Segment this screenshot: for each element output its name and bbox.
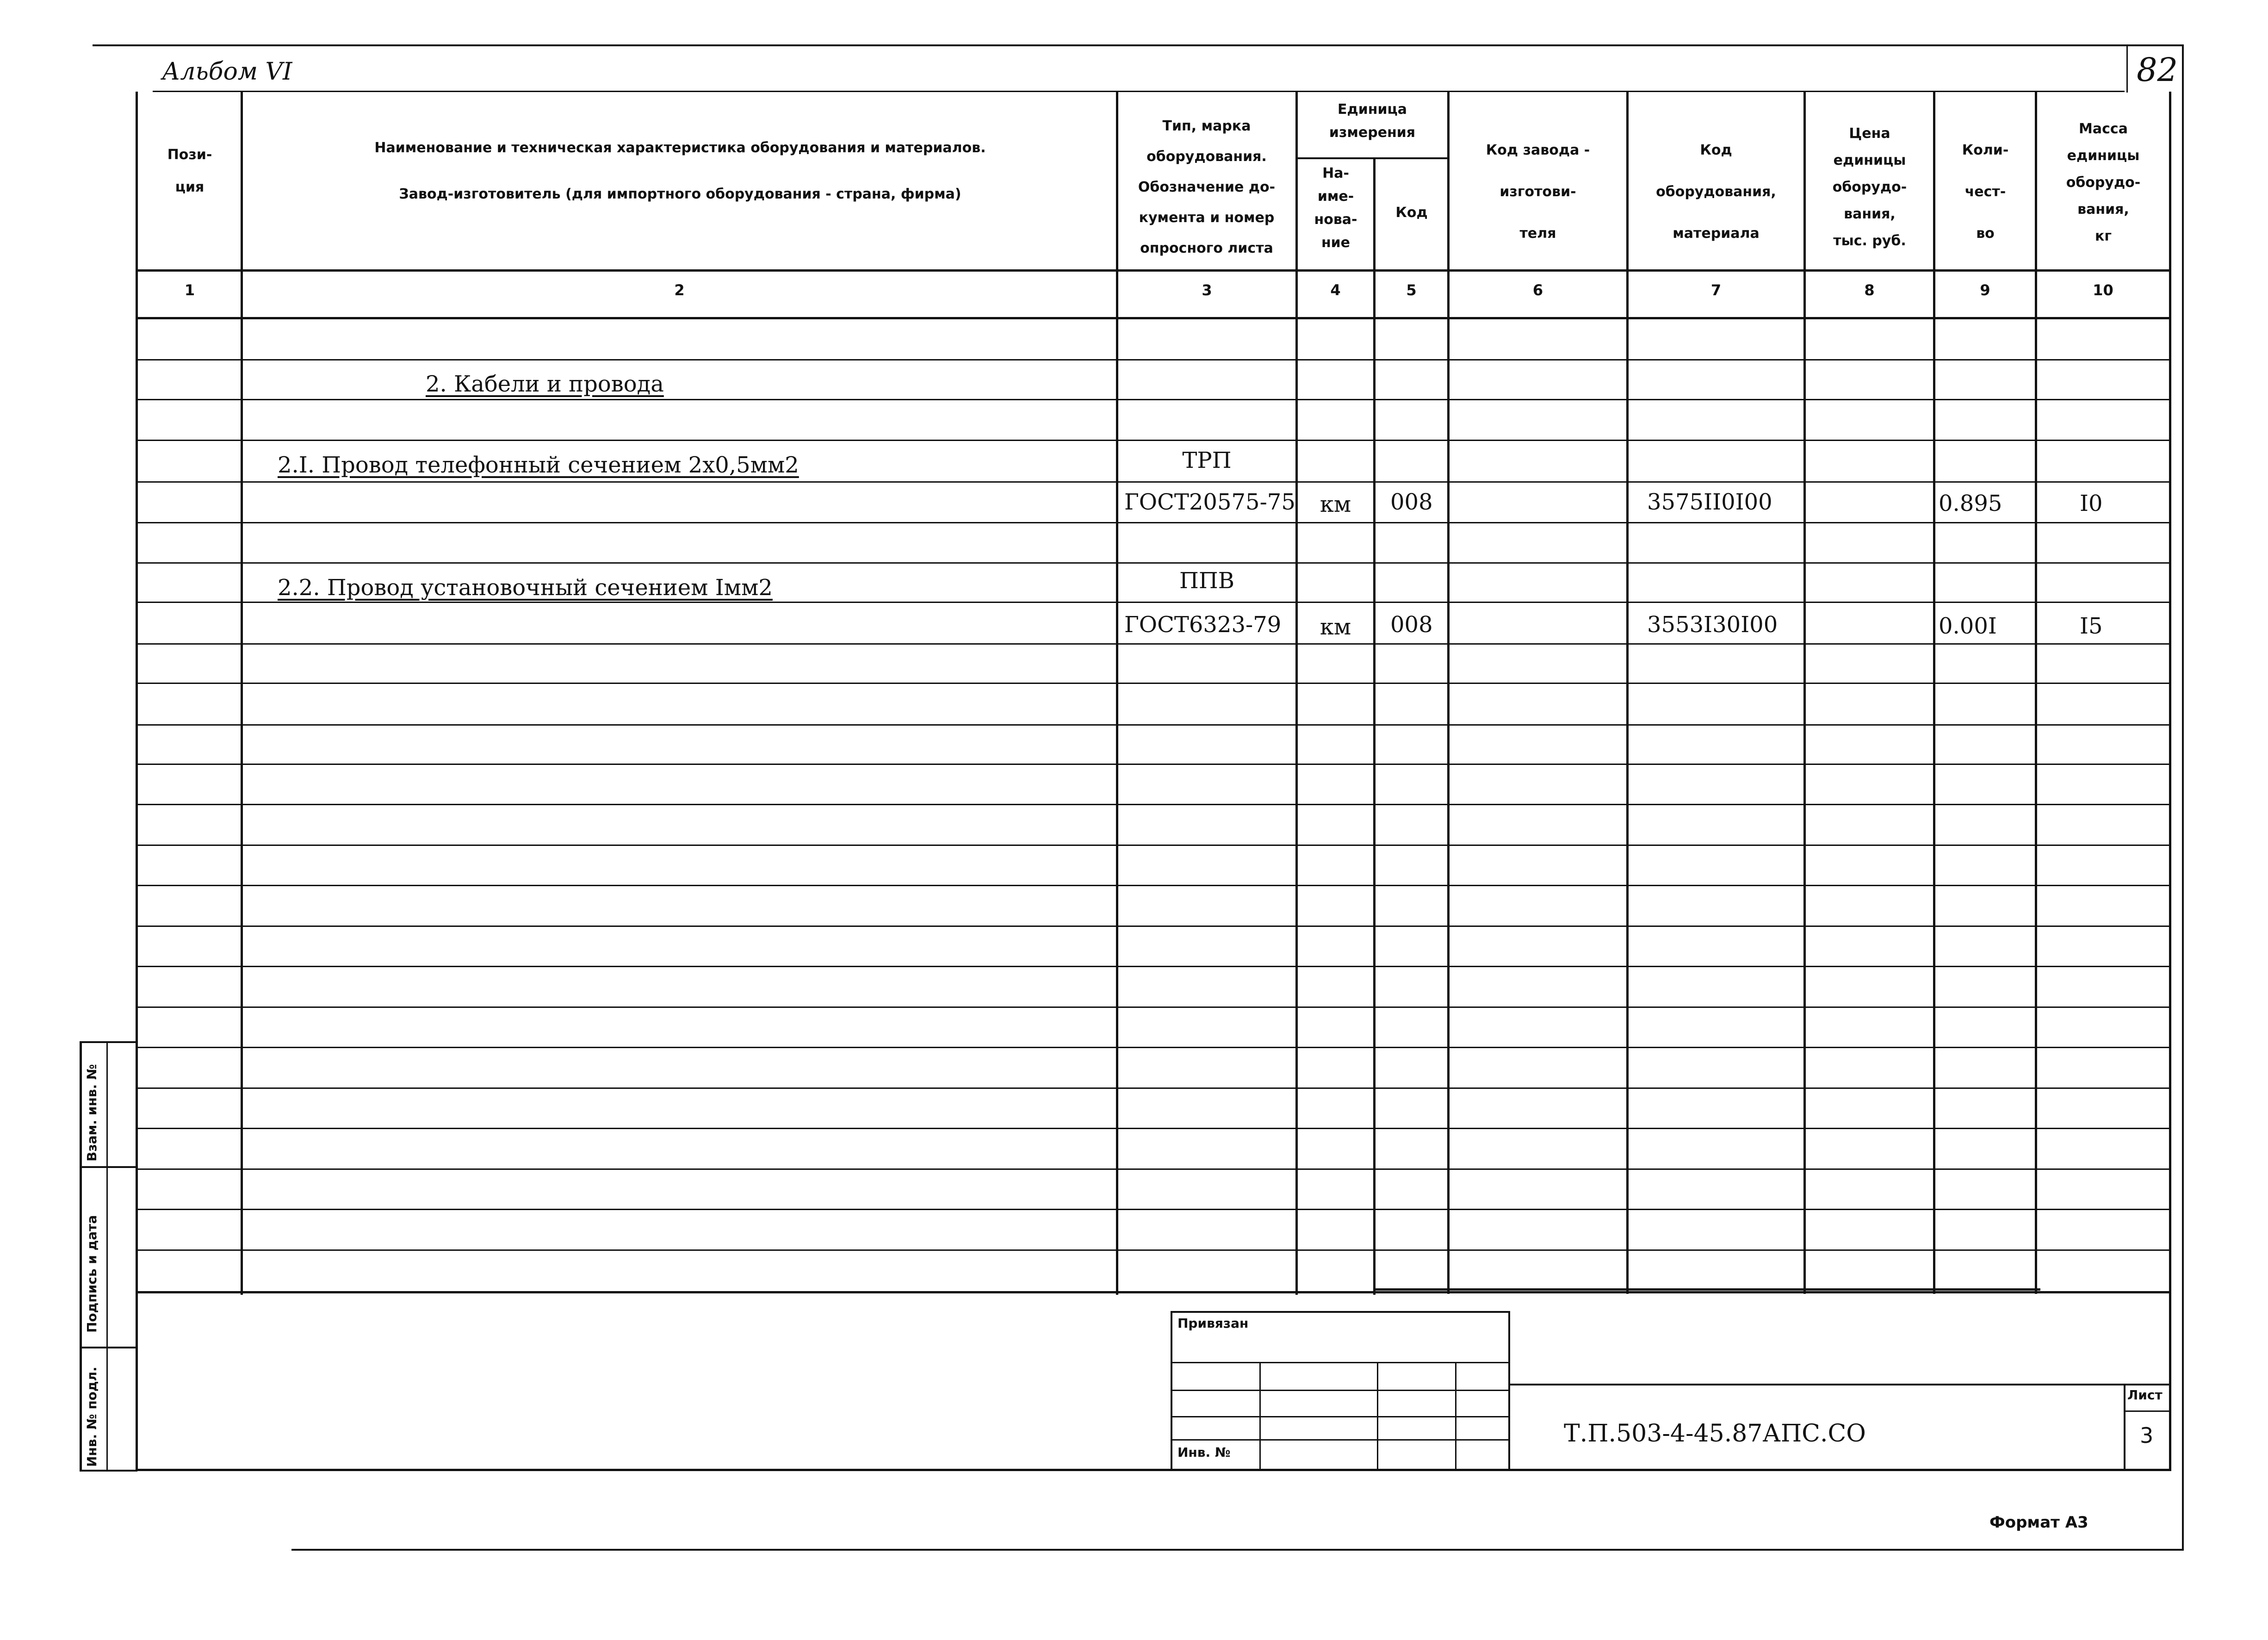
inv-no-label: Инв. № [1177,1445,1231,1460]
sheet-number: 3 [2140,1423,2154,1448]
item-1-unit: км [1320,491,1351,517]
album-underline [153,91,2125,92]
unit-group-divider [1295,157,1447,159]
col-sep-1 [241,92,243,1295]
section-title: 2. Кабели и провода [426,371,664,397]
item-2-quantity: 0.00I [1939,613,1997,639]
colnum-6: 6 [1532,281,1543,299]
top-border-line [93,44,2184,46]
bound-label: Привязан [1177,1316,1249,1331]
item-1-mass: I0 [2080,491,2103,516]
item-2-material-code: 3553I30I00 [1647,612,1778,638]
header-mass: Масса единицы оборудо- вания, кг [2066,121,2141,244]
header-name-line2: Завод-изготовитель (для импортного оборудования - страна, фирма) [399,186,961,202]
header-factory-code: Код завода - изготови- теля [1486,142,1590,242]
col-sep-6 [1626,92,1629,1294]
item-2-unit: км [1320,614,1351,640]
document-number: Т.П.503-4-45.87АПС.СО [1564,1420,1866,1447]
right-border-line [2182,44,2184,1551]
format-label: Формат А3 [1989,1513,2088,1532]
colnum-9: 9 [1980,281,1990,299]
header-unit-code: Код [1395,205,1428,221]
body-bottom-line-a [1374,1288,2040,1291]
table-right-border [2169,92,2171,1471]
doc-box-top [1510,1384,2171,1385]
col-sep-9 [2035,92,2037,1294]
album-label: Альбом VI [162,58,292,86]
header-name-line1: Наименование и техническая характеристика оборудования и материалов. [374,140,986,156]
item-2-unit-code: 008 [1390,612,1433,638]
page-number: 82 [2137,51,2178,89]
header-unit-name: На- име- нова- ние [1314,165,1357,251]
header-bottom-line [136,269,2169,272]
sheet-label: Лист [2127,1387,2163,1403]
header-position: Пози- ция [167,147,212,195]
item-2-mass: I5 [2080,613,2103,639]
col-sep-4 [1373,157,1376,1295]
col-sep-2 [1116,92,1118,1295]
item-1-type: ТРП [1182,447,1232,473]
col-sep-8 [1933,92,1935,1294]
item-2-type: ППВ [1179,568,1234,594]
colnum-5: 5 [1406,281,1417,299]
col-sep-5 [1447,92,1450,1294]
item-1-unit-code: 008 [1390,489,1433,515]
table-left-border [136,92,138,1471]
item-1-quantity: 0.895 [1939,491,2002,516]
col-sep-3 [1295,92,1298,1295]
stamp-bottom-line [136,1469,2171,1471]
colnum-4: 4 [1330,281,1341,299]
colnum-2: 2 [674,281,685,299]
item-2-name: 2.2. Провод установочный сечением Iмм2 [278,575,773,601]
colnum-8: 8 [1864,281,1875,299]
item-2-doc: ГОСТ6323-79 [1124,612,1282,638]
item-1-name: 2.I. Провод телефонный сечением 2х0,5мм2 [278,452,799,478]
bottom-border-line [291,1549,2184,1551]
side-label-podpis: Подпись и дата [84,1215,99,1333]
item-1-doc: ГОСТ20575-75 [1124,489,1295,515]
colnum-bottom-line [136,317,2169,319]
colnum-7: 7 [1710,281,1722,299]
header-type: Тип, марка оборудования. Обозначение до- кумента и номер опросного листа [1138,118,1276,256]
colnum-1: 1 [184,281,195,299]
side-label-vzam: Взам. инв. № [84,1064,99,1162]
colnum-3: 3 [1202,281,1212,299]
header-material-code: Код оборудования, материала [1656,142,1776,242]
col-sep-7 [1803,92,1806,1294]
header-price: Цена единицы оборудо- вания, тыс. руб. [1832,125,1907,249]
header-quantity: Коли- чест- во [1962,142,2009,242]
colnum-10: 10 [2093,281,2113,299]
header-unit-group: Единица измерения [1329,101,1416,141]
item-1-material-code: 3575II0I00 [1647,489,1772,515]
page-number-box-left [2126,46,2128,93]
body-bottom-line-b [136,1291,2169,1293]
side-label-inv-podl: Инв. № подл. [84,1367,99,1467]
